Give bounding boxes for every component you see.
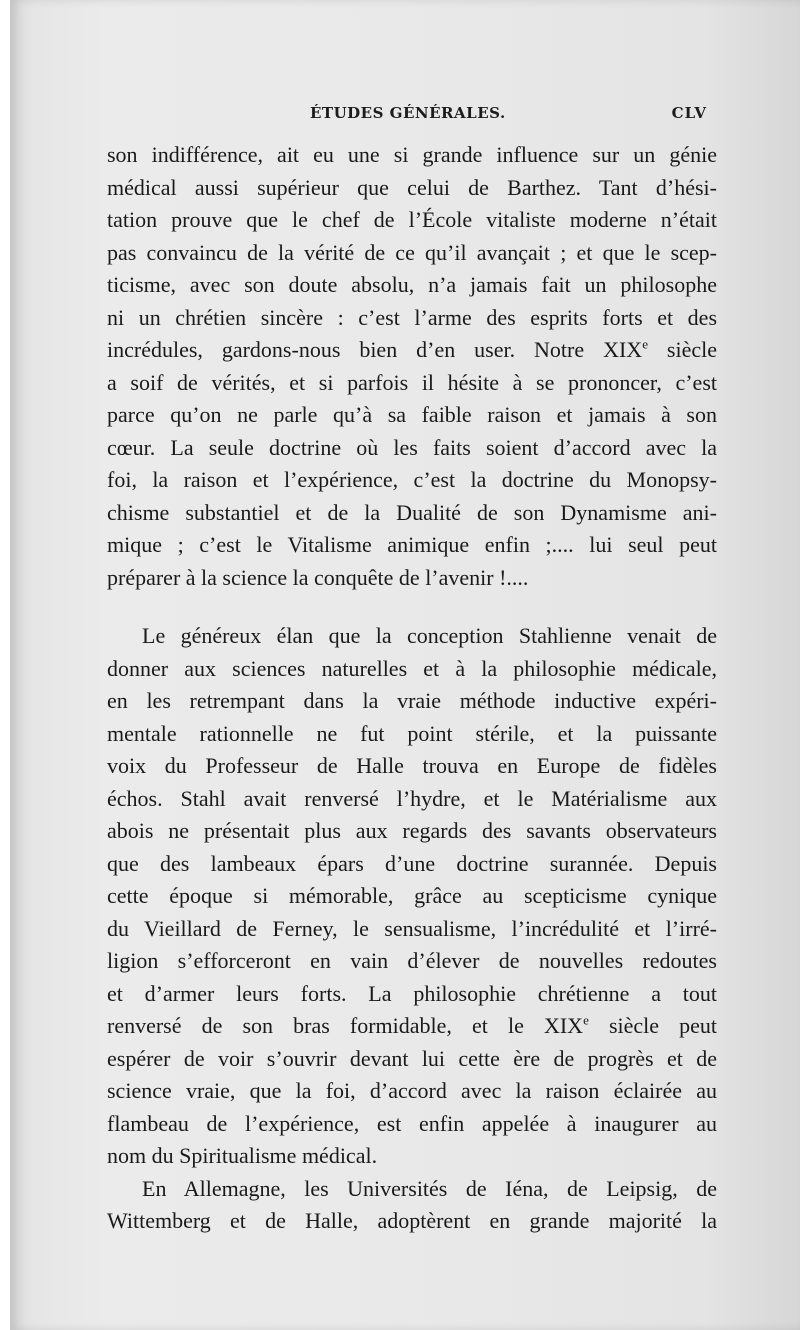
text-line: en les retrempant dans la vraie méthode inductive expéri- xyxy=(107,688,717,713)
running-title: ÉTUDES GÉNÉRALES. xyxy=(310,104,506,122)
text-line: mique ; c’est le Vitalisme animique enfin ;.... lui seul peut xyxy=(107,532,717,557)
text-line: abois ne présentait plus aux regards des savants observateurs xyxy=(107,818,717,843)
text-line: et d’armer leurs forts. La philosophie chrétienne a tout xyxy=(107,980,717,1006)
page-header xyxy=(10,104,800,130)
text-line: a soif de vérités, et si parfois il hésite à se prononcer, c’est xyxy=(107,369,717,395)
text-line: ni un chrétien sincère : c’est l’arme des esprits forts et des xyxy=(107,304,717,330)
text-line: flambeau de l’expérience, est enfin appelée à inaugurer au xyxy=(107,1110,717,1136)
text-line: ticisme, avec son doute absolu, n’a jamais fait un philosophe xyxy=(107,272,717,297)
text-line: renversé de son bras formidable, et le XIXe siècle peut xyxy=(107,1012,717,1038)
body-text xyxy=(107,139,717,1238)
text-line: chisme substantiel et de la Dualité de son Dynamisme ani- xyxy=(107,499,717,525)
text-line: science vraie, que la foi, d’accord avec la raison éclairée au xyxy=(107,1078,717,1103)
text-line: du Vieillard de Ferney, le sensualisme, l’incrédulité et l’irré- xyxy=(107,915,717,941)
text-line: que des lambeaux épars d’une doctrine surannée. Depuis xyxy=(107,850,717,876)
text-line: parce qu’on ne parle qu’à sa faible raison et jamais à son xyxy=(107,402,717,427)
text-line: foi, la raison et l’expérience, c’est la doctrine du Monopsy- xyxy=(107,467,717,492)
book-page xyxy=(10,0,800,1330)
paragraph-1 xyxy=(107,139,717,594)
text-line: espérer de voir s’ouvrir devant lui cette ère de progrès et de xyxy=(107,1045,717,1071)
text-line: mentale rationnelle ne fut point stérile, et la puissante xyxy=(107,720,717,746)
text-line: voix du Professeur de Halle trouva en Europe de fidèles xyxy=(107,753,717,778)
text-line: cœur. La seule doctrine où les faits soient d’accord avec la xyxy=(107,434,717,460)
text-line: Le généreux élan que la conception Stahlienne venait de xyxy=(142,623,717,648)
text-line: En Allemagne, les Universités de Iéna, de Leipsig, de xyxy=(142,1175,717,1201)
paragraph-2 xyxy=(107,620,717,1173)
text-line: Wittemberg et de Halle, adoptèrent en grande majorité la xyxy=(107,1208,717,1233)
text-line: son indifférence, ait eu une si grande influence sur un génie xyxy=(107,142,717,167)
text-line: incrédules, gardons-nous bien d’en user. Notre XIXe siècle xyxy=(107,336,717,362)
text-line: préparer à la science la conquête de l’avenir !.... xyxy=(107,564,529,590)
page-number: CLV xyxy=(671,104,707,122)
text-line: nom du Spiritualisme médical. xyxy=(107,1143,378,1168)
text-line: donner aux sciences naturelles et à la philosophie médicale, xyxy=(107,655,717,681)
text-line: médical aussi supérieur que celui de Barthez. Tant d’hési- xyxy=(107,174,717,200)
text-line: échos. Stahl avait renversé l’hydre, et le Matérialisme aux xyxy=(107,785,717,811)
text-line: ligion s’efforceront en vain d’élever de nouvelles redoutes xyxy=(107,948,717,973)
text-line: cette époque si mémorable, grâce au scepticisme cynique xyxy=(107,883,717,908)
text-line: tation prouve que le chef de l’École vitaliste moderne n’était xyxy=(107,207,717,232)
paragraph-3 xyxy=(107,1173,717,1238)
text-line: pas convaincu de la vérité de ce qu’il avançait ; et que le scep- xyxy=(107,239,717,265)
